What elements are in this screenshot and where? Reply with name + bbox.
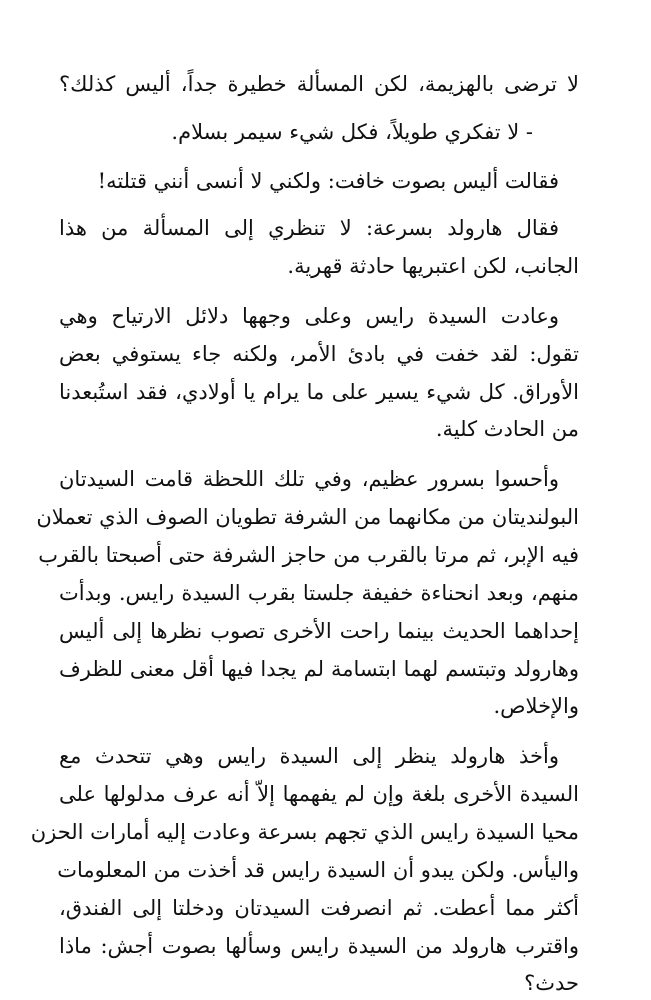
text-line: فقال هارولد بسرعة: لا تنظري إلى المسألة من هذا (59, 216, 559, 240)
text-line: وأحسوا بسرور عظيم، وفي تلك اللحظة قامت السيدتان (59, 467, 559, 491)
text-line: وهارولد وتبتسم لهما ابتسامة لم يجدا فيها أقل معنى للظرف (59, 657, 579, 681)
text-line: فقالت أليس بصوت خافت: ولكني لا أنسى أنني قتلته! (97, 169, 559, 193)
text-line: منهم، وبعد انحناءة خفيفة جلستا بقرب السيدة رايس. وبدأت (59, 581, 579, 605)
text-line: وأخذ هارولد ينظر إلى السيدة رايس وهي تتحدث مع (59, 744, 559, 768)
text-line: من الحادث كلية. (435, 417, 579, 441)
text-line: - لا تفكري طويلاً، فكل شيء سيمر بسلام. (171, 120, 533, 144)
text-line: الجانب، لكن اعتبريها حادثة قهرية. (287, 254, 579, 278)
text-line: واقترب هارولد من السيدة رايس وسألها بصوت أجش: ماذا (59, 934, 579, 958)
text-line: السيدة الأخرى بلغة وإن لم يفهمها إلاّ أنه عرف مدلولها على (59, 782, 579, 806)
text-line: والإخلاص. (493, 694, 579, 718)
text-line: واليأس. ولكن يبدو أن السيدة رايس قد أخذت من المعلومات (57, 858, 579, 882)
text-line: الأوراق. كل شيء يسير على ما يرام يا أولادي، فقد استُبعدنا (59, 380, 579, 404)
text-line: حدث؟ (524, 971, 579, 995)
text-line: إحداهما الحديث بينما راحت الأخرى تصوب نظرها إلى أليس (59, 619, 579, 643)
text-line: محيا السيدة رايس الذي تجهم بسرعة وعادت إليه أمارات الحزن (30, 820, 579, 844)
text-line: وعادت السيدة رايس وعلى وجهها دلائل الارتياح وهي (59, 304, 559, 328)
text-line: لا ترضى بالهزيمة، لكن المسألة خطيرة جداً، أليس كذلك؟ (59, 72, 579, 96)
text-line: أكثر مما أعطت. ثم انصرفت السيدتان ودخلتا إلى الفندق، (59, 896, 579, 920)
text-line: البولنديتان من مكانهما من الشرفة تطويان الصوف الذي تعملان (36, 505, 579, 529)
text-line: فيه الإبر، ثم مرتا بالقرب من حاجز الشرفة حتى أصبحتا بالقرب (38, 543, 579, 567)
text-line: تقول: لقد خفت في بادئ الأمر، ولكنه جاء يستوفي بعض (59, 342, 579, 366)
